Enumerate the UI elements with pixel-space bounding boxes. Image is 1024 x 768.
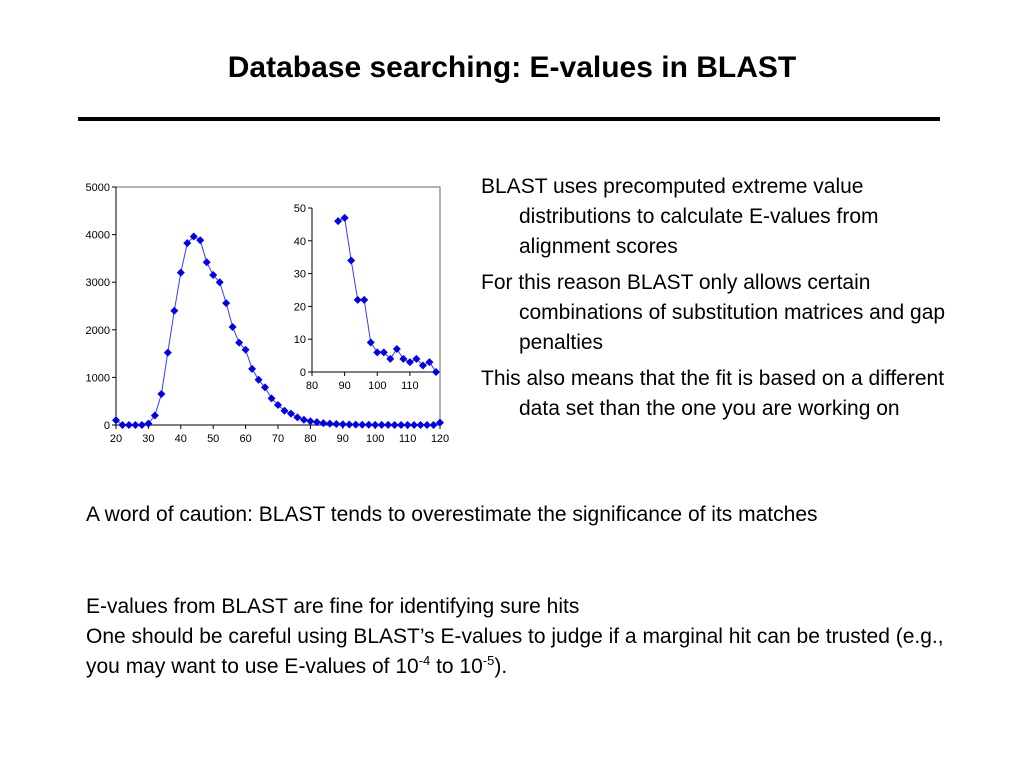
main-x-tick-label: 30 xyxy=(142,433,155,445)
plot-frame xyxy=(116,187,440,425)
main-data-point xyxy=(306,417,314,425)
exponent: -5 xyxy=(482,653,495,668)
inset-fit-curve xyxy=(338,218,436,372)
inset-x-tick-label: 80 xyxy=(305,380,319,392)
main-y-tick-label: 0 xyxy=(103,420,110,432)
bullet-item: BLAST uses precomputed extreme value distributions to calculate E-values from alignment scores xyxy=(481,175,879,258)
inset-y-tick-label: 50 xyxy=(293,203,306,215)
inset-data-point xyxy=(406,358,414,366)
main-data-point xyxy=(326,420,334,428)
main-data-point xyxy=(222,299,230,307)
exponent: -4 xyxy=(418,653,431,668)
main-data-point xyxy=(300,416,308,424)
main-fit-curve xyxy=(116,237,440,426)
main-data-point xyxy=(248,365,256,373)
main-x-tick-label: 80 xyxy=(304,433,317,445)
inset-data-point xyxy=(341,214,349,222)
main-data-point xyxy=(164,349,172,357)
main-data-point xyxy=(430,421,438,429)
inset-data-point xyxy=(399,355,407,363)
inset-data-point xyxy=(347,256,355,264)
to-word: to 10 xyxy=(430,655,483,678)
inset-x-tick-label: 90 xyxy=(338,380,351,392)
inset-x-tick-label: 100 xyxy=(368,380,387,392)
main-x-tick-label: 60 xyxy=(239,433,252,445)
inset-data-point xyxy=(432,368,440,376)
main-data-point xyxy=(203,258,211,266)
evalue-distribution-chart xyxy=(85,170,460,455)
main-data-point xyxy=(157,390,165,398)
main-x-tick-label: 50 xyxy=(207,433,220,445)
inset-y-tick-label: 10 xyxy=(293,334,306,347)
main-data-point xyxy=(196,236,204,244)
main-x-tick-label: 90 xyxy=(336,433,349,445)
bullet-list xyxy=(481,172,951,430)
inset-y-tick-label: 40 xyxy=(293,235,306,248)
inset-y-tick-label: 30 xyxy=(293,268,306,281)
main-data-point xyxy=(138,421,146,429)
main-y-tick-label: 3000 xyxy=(85,277,110,290)
caution-text: A word of caution: BLAST tends to overestimate the significance of its matches xyxy=(86,503,818,526)
main-data-point xyxy=(293,413,301,421)
bullet-item: This also means that the fit is based on a different data set than the one you are working on xyxy=(481,367,945,420)
main-data-point xyxy=(170,307,178,315)
inset-y-tick-label: 20 xyxy=(293,301,306,314)
title-divider xyxy=(78,117,940,121)
main-x-tick-label: 20 xyxy=(109,433,123,445)
careful-prefix: One should be careful using BLAST’s E-values to judge if a marginal hit can be trusted (e.g., you may want to use E-values of 10 xyxy=(86,625,944,678)
main-x-tick-label: 110 xyxy=(398,433,417,445)
main-x-tick-label: 70 xyxy=(271,433,285,445)
inset-y-tick-label: 0 xyxy=(299,367,306,379)
main-y-tick-label: 4000 xyxy=(85,229,110,242)
slide-title: Database searching: E-values in BLAST xyxy=(227,51,797,84)
inset-data-point xyxy=(334,217,342,225)
main-x-tick-label: 120 xyxy=(430,433,450,445)
main-data-point xyxy=(229,323,237,331)
evalues-fine-text: E-values from BLAST are fine for identifying sure hits xyxy=(86,595,580,618)
main-y-tick-label: 2000 xyxy=(85,324,110,337)
main-data-point xyxy=(177,269,185,277)
main-y-tick-label: 1000 xyxy=(85,372,110,385)
inset-data-point xyxy=(393,345,401,353)
inset-data-point xyxy=(425,358,433,366)
bullet-item: For this reason BLAST only allows certain combinations of substitution matrices and gap penalties xyxy=(481,271,946,354)
careful-text xyxy=(86,622,946,682)
main-data-point xyxy=(112,416,120,424)
main-x-tick-label: 100 xyxy=(366,433,385,445)
inset-data-point xyxy=(367,338,375,346)
inset-data-point xyxy=(360,296,368,304)
careful-suffix: ). xyxy=(494,655,508,678)
main-y-tick-label: 5000 xyxy=(85,182,110,194)
main-data-point xyxy=(319,419,327,427)
main-x-tick-label: 40 xyxy=(174,433,187,445)
inset-x-tick-label: 110 xyxy=(401,380,419,392)
